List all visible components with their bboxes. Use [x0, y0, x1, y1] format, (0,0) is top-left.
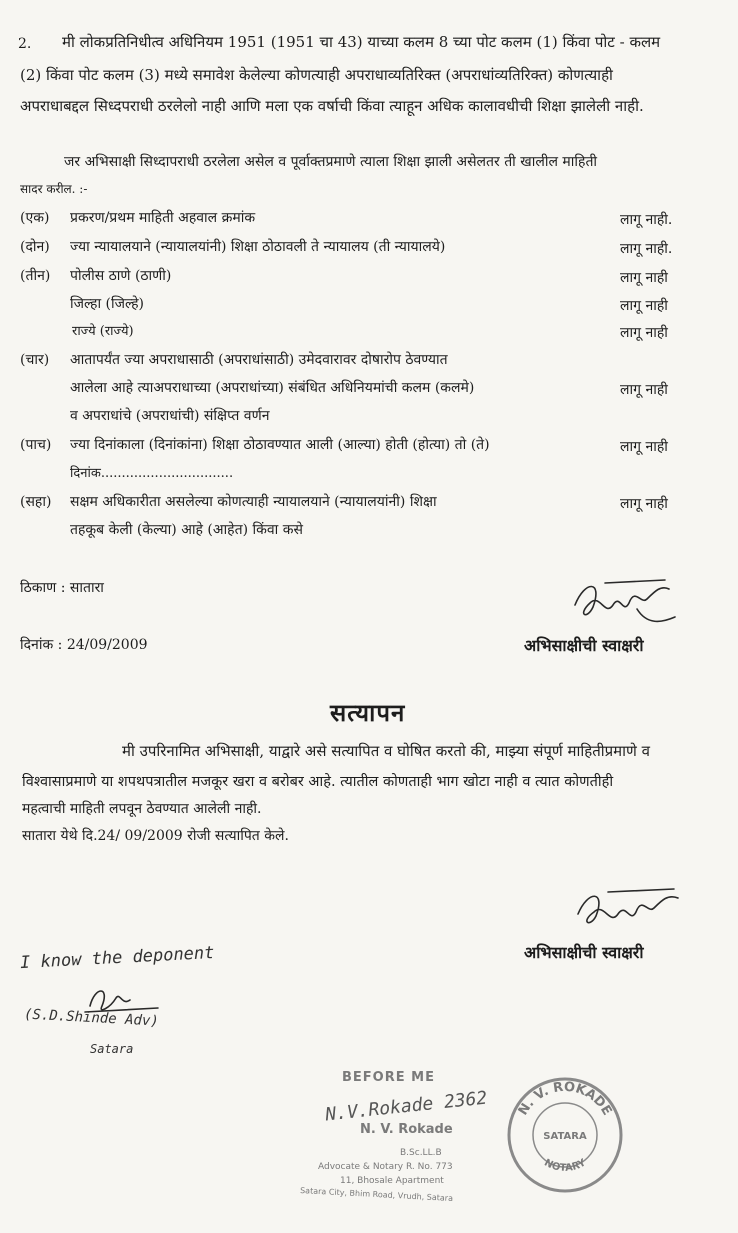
intro-line-2: सादर करील. :-	[20, 182, 88, 196]
item-2-number: (दोन)	[20, 239, 50, 255]
item-3-text: पोलीस ठाणे (ठाणी)	[70, 268, 172, 284]
handwritten-note-line-3: Satara	[90, 1042, 134, 1056]
item-5-number: (पाच)	[20, 437, 52, 453]
item-6-line-2: तहकूब केली (केल्या) आहे (आहेत) किंवा कसे	[70, 522, 303, 538]
item-4-line-3: व अपराधांचे (अपराधांची) संक्षिप्त वर्णन	[70, 408, 270, 424]
item-6-line-1: सक्षम अधिकारीता असलेल्या कोणत्याही न्यायालयाने (न्यायालयांनी) शिक्षा	[70, 494, 437, 510]
verification-line-3: महत्वाची माहिती लपवून ठेवण्यात आलेली नाही.	[22, 801, 262, 817]
intro-line-1: जर अभिसाक्षी सिध्दापराधी ठरलेला असेल व पूर्वाक्तप्रमाणे त्याला शिक्षा झाली असेलतर ती खालील माहिती	[64, 154, 598, 170]
item-4-line-2: आलेला आहे त्याअपराधाच्या (अपराधांच्या) संबंधित अधिनियमांची कलम (कलमे)	[70, 380, 475, 396]
item-2-value: लागू नाही.	[620, 241, 673, 257]
item-3b-text: जिल्हा (जिल्हे)	[70, 296, 144, 312]
para2-line-3: अपराधाबद्दल सिध्दपराधी ठरलेलो नाही आणि मला एक वर्षाची किंवा त्याहून अधिक कालावधीची शिक्षा झालेली नाही.	[20, 97, 644, 115]
notary-seal-bottom-text: NOTARY	[542, 1157, 588, 1175]
para2-line-1: मी लोकप्रतिनिधीत्व अधिनियम 1951 (1951 चा 43) याच्या कलम 8 च्या पोट कलम (1) किंवा पोट - कलम	[62, 33, 661, 51]
item-3b-value: लागू नाही	[620, 298, 668, 314]
item-3c-text: राज्ये (राज्ये)	[72, 324, 134, 339]
verification-line-2: विश्वासाप्रमाणे या शपथपत्रातील मजकूर खरा व बरोबर आहे. त्यातील कोणताही भाग खोटा नाही व त्यात कोणतीही	[22, 774, 614, 790]
item-3-number: (तीन)	[20, 268, 51, 284]
para2-line-2: (2) किंवा पोट कलम (3) मध्ये समावेश केलेल्या कोणत्याही अपराधाव्यतिरिक्त (अपराधांव्यतिरिक्त) कोणत्याही	[20, 66, 613, 84]
svg-text:N. V. ROKADE	[516, 1080, 615, 1118]
item-5-value: लागू नाही	[620, 439, 668, 455]
item-4-number: (चार)	[20, 352, 50, 368]
notary-registration: Advocate & Notary R. No. 773	[318, 1162, 453, 1172]
notary-before-me: BEFORE ME	[342, 1070, 435, 1085]
item-3c-value: लागू नाही	[620, 325, 668, 341]
item-1-text: प्रकरण/प्रथम माहिती अहवाल क्रमांक	[70, 210, 256, 226]
verification-heading: सत्यापन	[330, 698, 406, 727]
item-1-value: लागू नाही.	[620, 212, 673, 228]
place: ठिकाण : सातारा	[20, 580, 104, 596]
item-3-value: लागू नाही	[620, 270, 668, 286]
item-5-line-1: ज्या दिनांकाला (दिनांकांना) शिक्षा ठोठावण्यात आली (आल्या) होती (होत्या) तो (ते)	[70, 437, 490, 453]
item-6-number: (सहा)	[20, 494, 52, 510]
notary-address-2: Satara City, Bhim Road, Vrudh, Satara	[299, 1186, 454, 1203]
para2-number: 2.	[18, 36, 32, 52]
date: दिनांक : 24/09/2009	[20, 637, 148, 653]
deponent-signature-label-1: अभिसाक्षीची स्वाक्षरी	[524, 636, 644, 655]
item-1-number: (एक)	[20, 210, 50, 226]
item-5-line-2: दिनांक................................	[70, 466, 234, 481]
item-4-value: लागू नाही	[620, 382, 668, 398]
handwritten-note-line-1: I know the deponent	[19, 942, 215, 974]
handwritten-note-line-2: (S.D.Shinde Adv)	[23, 1006, 160, 1030]
notary-seal-center-text: SATARA	[543, 1131, 587, 1142]
deponent-signature-1	[565, 565, 685, 635]
svg-text:NOTARY	[542, 1157, 588, 1174]
verification-line-1: मी उपरिनामित अभिसाक्षी, याद्वारे असे सत्यापित व घोषित करतो की, माझ्या संपूर्ण माहितीप्रमाणे व	[122, 742, 650, 760]
deponent-signature-label-2: अभिसाक्षीची स्वाक्षरी	[524, 943, 644, 962]
item-2-text: ज्या न्यायालयाने (न्यायालयांनी) शिक्षा ठोठावली ते न्यायालय (ती न्यायालये)	[70, 239, 446, 255]
notary-seal-top-text: N. V. ROKADE	[515, 1079, 615, 1119]
item-4-line-1: आतापर्यंत ज्या अपराधासाठी (अपराधांसाठी) उमेदवारावर दोषारोप ठेवण्यात	[70, 352, 448, 368]
notary-seal	[505, 1075, 625, 1195]
verification-line-4: सातारा येथे दि.24/ 09/2009 रोजी सत्यापित केले.	[22, 828, 289, 844]
notary-name: N. V. Rokade	[360, 1122, 453, 1137]
notary-address-1: 11, Bhosale Apartment	[340, 1176, 444, 1186]
notary-degree: B.Sc.LL.B	[400, 1148, 442, 1158]
item-6-value: लागू नाही	[620, 496, 668, 512]
deponent-signature-2	[570, 872, 690, 942]
notary-handwritten: N.V.Rokade 2362	[324, 1087, 489, 1126]
